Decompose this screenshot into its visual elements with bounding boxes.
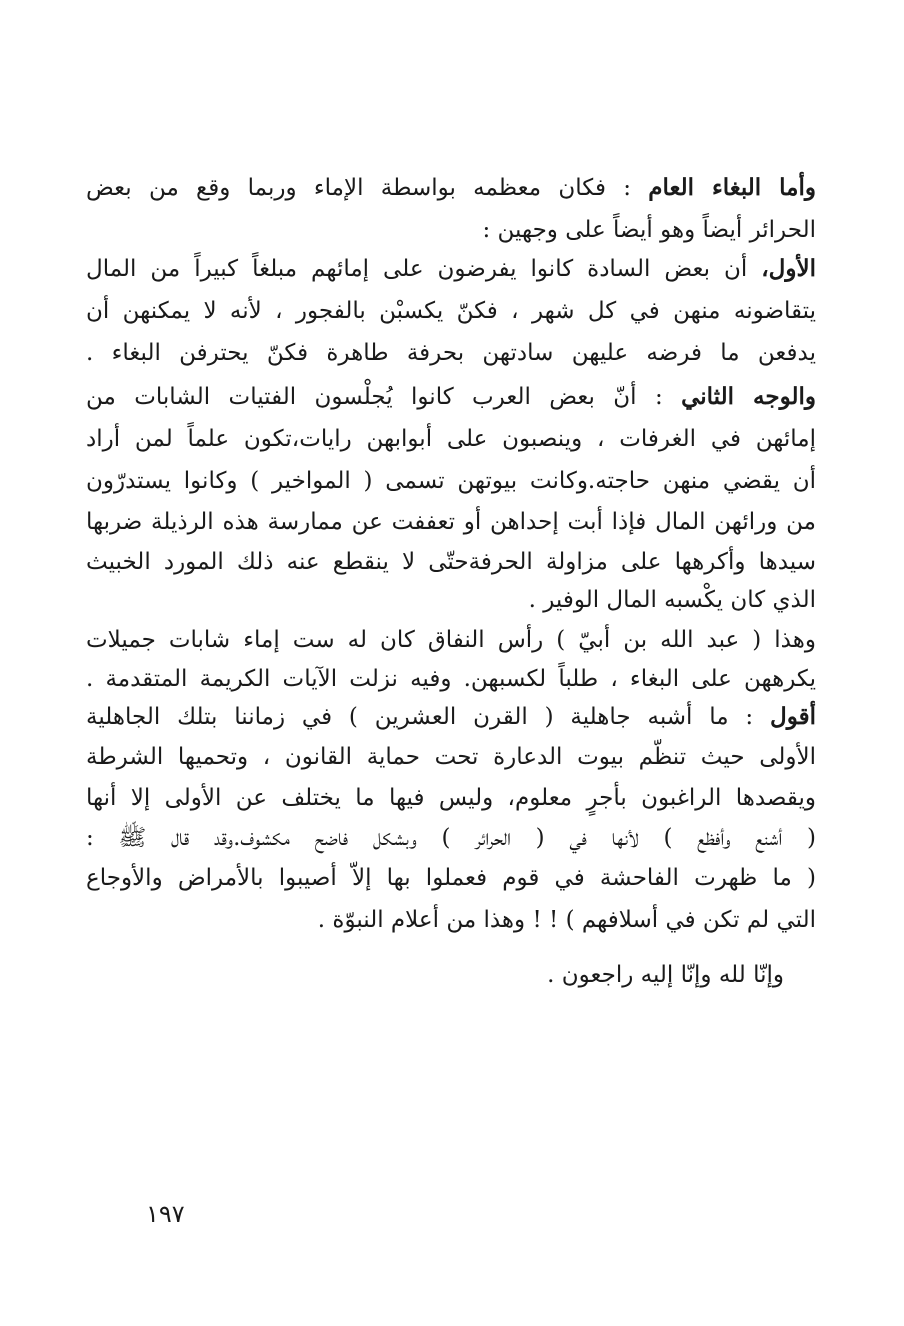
text-line [86,542,816,582]
text-line [86,419,816,459]
line-text: : أنّ بعض العرب كانوا يُجلْسون الفتيات الشابات من [86,384,682,410]
text-line [86,377,816,417]
text-line [86,291,816,331]
line-text: الذي كان يكْسبه المال الوفير . [528,587,816,613]
text-line [86,697,816,737]
text-line [86,249,816,289]
text-line [86,778,816,818]
line-text: الأولى حيث تنظّم بيوت الدعارة تحت حماية القانون ، وتحميها الشرطة [86,744,816,770]
text-line [86,210,816,250]
text-line [86,818,816,858]
text-line [86,333,816,373]
text-line [86,737,816,777]
text-line [86,580,816,620]
bold-heading: وأما البغاء العام [648,174,816,201]
bold-heading: والوجه الثاني [681,383,816,410]
line-text: وهذا ( عبد الله بن أبيّ ) رأس النفاق كان له ست إماء شابات جميلات [86,627,816,653]
closing-line [86,955,784,995]
bold-heading: أقول [770,703,816,730]
page-number: ١٩٧ [146,1200,185,1228]
line-text: ( ما ظهرت الفاحشة في قوم فعملوا بها إلاّ أصيبوا بالأمراض والأوجاع [86,865,816,891]
line-text: الحرائر أيضاً وهو أيضاً على وجهين : [482,217,816,243]
bold-heading: الأول، [761,255,816,282]
line-text: يكرههن على البغاء ، طلباً لكسبهن. وفيه نزلت الآيات الكريمة المتقدمة . [86,666,816,692]
line-text: ويقصدها الراغبون بأجرٍ معلوم، وليس فيها ما يختلف عن الأولى إلا أنها [86,785,816,811]
line-text: يتقاضونه منهن في كل شهر ، فكنّ يكسبْن بالفجور ، لأنه لا يمكنهن أن [86,298,816,324]
text-line [86,502,816,542]
text-line [86,900,816,940]
line-text: ( أشنع وأفظع ) لأنها في ( الحرائر ) وبشكل فاضح مكشوف.وقد قال ﷺ : [86,825,816,851]
text-line [86,858,816,898]
line-text: وإنّا لله وإنّا إليه راجعون . [547,962,784,988]
line-text: إمائهن في الغرفات ، وينصبون على أبوابهن رايات،تكون علماً لمن أراد [86,426,816,452]
line-text: التي لم تكن في أسلافهم ) ! ! وهذا من أعلام النبوّة . [317,907,816,933]
text-line [86,461,816,501]
text-line [86,168,816,208]
line-text: أن بعض السادة كانوا يفرضون على إمائهم مبلغاً كبيراً من المال [86,256,762,282]
line-text: : ما أشبه جاهلية ( القرن العشرين ) في زماننا بتلك الجاهلية [86,704,771,730]
text-line [86,620,816,660]
text-line [86,659,816,699]
line-text: : فكان معظمه بواسطة الإماء وربما وقع من بعض [86,175,649,201]
line-text: سيدها وأكرهها على مزاولة الحرفةحتّى لا ينقطع عنه ذلك المورد الخبيث [86,549,816,575]
line-text: من ورائهن المال فإذا أبت إحداهن أو تعففت عن ممارسة هذه الرذيلة ضربها [86,509,816,535]
line-text: يدفعن ما فرضه عليهن سادتهن بحرفة طاهرة فكنّ يحترفن البغاء . [86,340,816,366]
line-text: أن يقضي منهن حاجته.وكانت بيوتهن تسمى ( المواخير ) وكانوا يستدرّون [86,468,816,494]
